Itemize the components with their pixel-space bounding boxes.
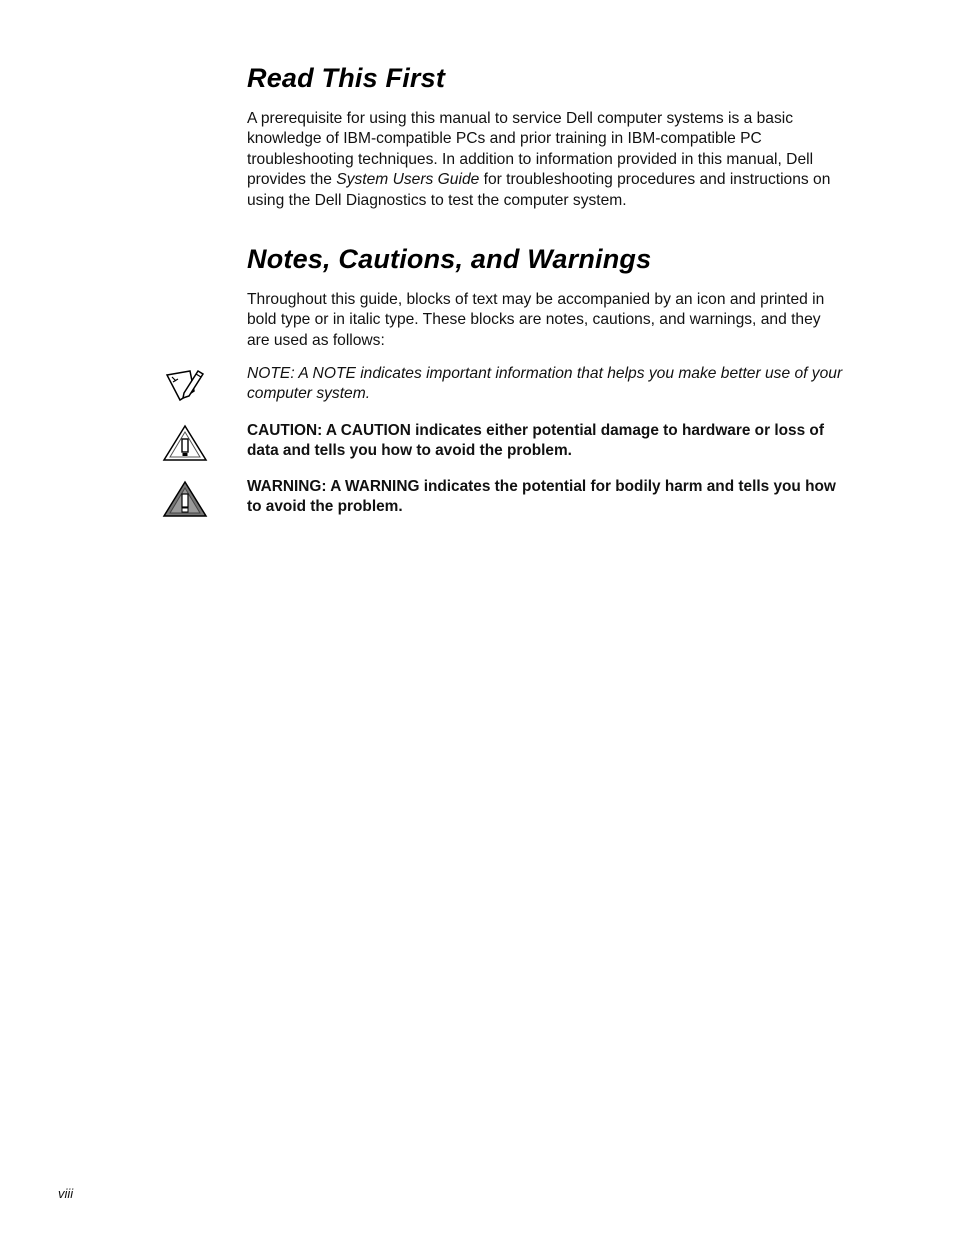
warning-block	[247, 477, 847, 518]
caution-triangle-icon	[162, 423, 208, 468]
warning-triangle-icon	[162, 479, 208, 524]
warning-text: WARNING: A WARNING indicates the potential for bodily harm and tells you how to avoid the problem.	[247, 478, 836, 516]
notes-cautions-section	[247, 243, 847, 351]
page-number: viii	[58, 1186, 74, 1201]
note-text: NOTE: A NOTE indicates important information that helps you make better use of your computer system.	[247, 365, 843, 403]
note-block	[247, 364, 847, 405]
caution-text: CAUTION: A CAUTION indicates either potential damage to hardware or loss of data and tells you how to avoid the problem.	[247, 422, 824, 460]
caution-block	[247, 421, 847, 462]
read-this-first-section	[247, 62, 847, 211]
section-title-read-this-first: Read This First	[247, 63, 446, 93]
paragraph-text: A prerequisite for using this manual to service Dell computer systems is a basic knowledge of IBM-compatible PCs and prior training in IBM-compatible PC troubleshooting techniques. In addition to information provided in this manual, Dell provides the	[247, 110, 814, 189]
read-this-first-paragraph	[247, 109, 847, 211]
notes-intro-paragraph: Throughout this guide, blocks of text may be accompanied by an icon and printed in bold type or in italic type. These blocks are notes, cautions, and warnings, and they are used as follows:	[247, 291, 825, 349]
guide-title-italic: System Users Guide	[336, 171, 480, 189]
note-pencil-icon	[164, 367, 206, 408]
paragraph-text-end: for troubleshooting procedures and instructions on using the Dell Diagnostics to test the computer system.	[247, 171, 831, 209]
section-title-notes-cautions-warnings: Notes, Cautions, and Warnings	[247, 244, 652, 274]
